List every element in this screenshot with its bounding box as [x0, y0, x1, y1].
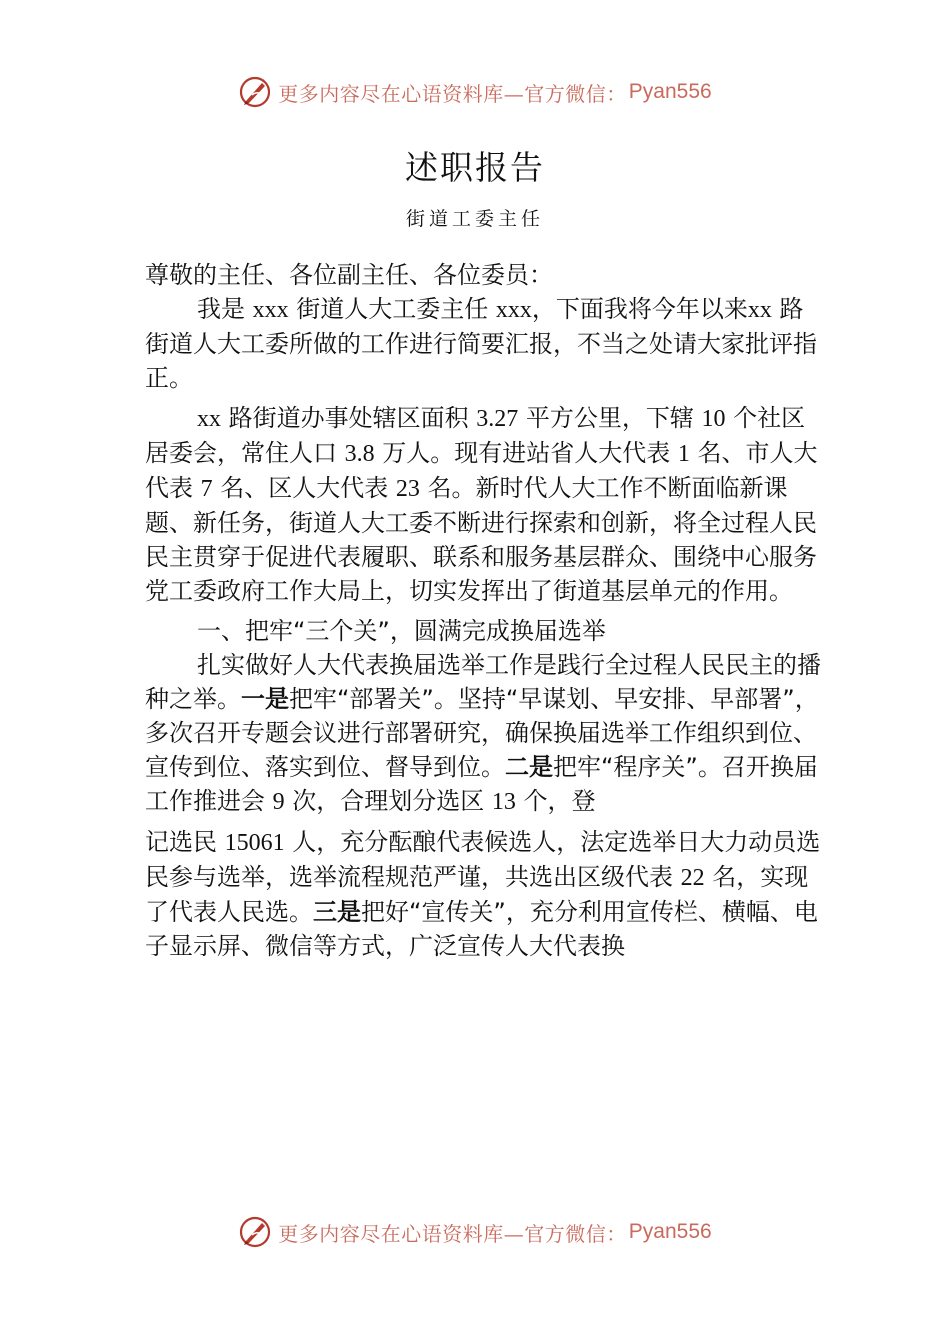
salutation: 尊敬的主任、各位副主任、各位委员： [145, 261, 553, 289]
watermark-banner-bottom [0, 1212, 950, 1252]
pen-logo-icon [238, 75, 272, 109]
watermark-text: 更多内容尽在心语资料库—官方微信： [278, 81, 627, 106]
paragraph-election: 扎实做好人大代表换届选举工作是践行全过程人民民主的播种之举。一是把牢“部署关”。坚持“早谋划、早安排、早部署”，多次召开专题会议进行部署研究，确保换届选举工作组织到位、宣传到位、落实到位、督导到位。二是把牢“程序关”。召开换届工作推进会 9 次，合理划分选区 13 个，登 [145, 651, 821, 815]
page-title: 述职报告 [405, 148, 545, 187]
document-body [145, 258, 825, 963]
section-heading-1: 一、把牢“三个关”，圆满完成换届选举 [197, 617, 606, 645]
watermark-banner-top [0, 72, 950, 112]
pen-logo-icon [238, 1215, 272, 1249]
watermark-wechat-id: Pyan556 [628, 80, 712, 103]
page-subtitle: 街道工委主任 [405, 208, 544, 230]
watermark-wechat-id: Pyan556 [628, 1220, 712, 1243]
paragraph-overview: xx 路街道办事处辖区面积 3.27 平方公里，下辖 10 个社区居委会，常住人口 3.8 万人。现有进站省人大代表 1 名、市人大代表 7 名、区人大代表 23 名。新时代人大工作不断面临新课题、新任务，街道人大工委不断进行探索和创新，将全过程人民民主贯穿于促进代表履职、联系和服务基层群众、围绕中心服务党工委政府工作大局上，切实发挥出了街道基层单元的作用。 [145, 404, 818, 605]
watermark-text: 更多内容尽在心语资料库—官方微信： [278, 1221, 627, 1246]
paragraph-intro: 我是 xxx 街道人大工委主任 xxx，下面我将今年以来xx 路街道人大工委所做的工作进行简要汇报，不当之处请大家批评指正。 [145, 295, 817, 392]
paragraph-election-continued: 记选民 15061 人，充分酝酿代表候选人，法定选举日大力动员选民参与选举，选举流程规范严谨，共选出区级代表 22 名，实现了代表人民选。三是把好“宣传关”，充分利用宣传栏、横幅、电子显示屏、微信等方式，广泛宣传人大代表换 [145, 828, 821, 960]
